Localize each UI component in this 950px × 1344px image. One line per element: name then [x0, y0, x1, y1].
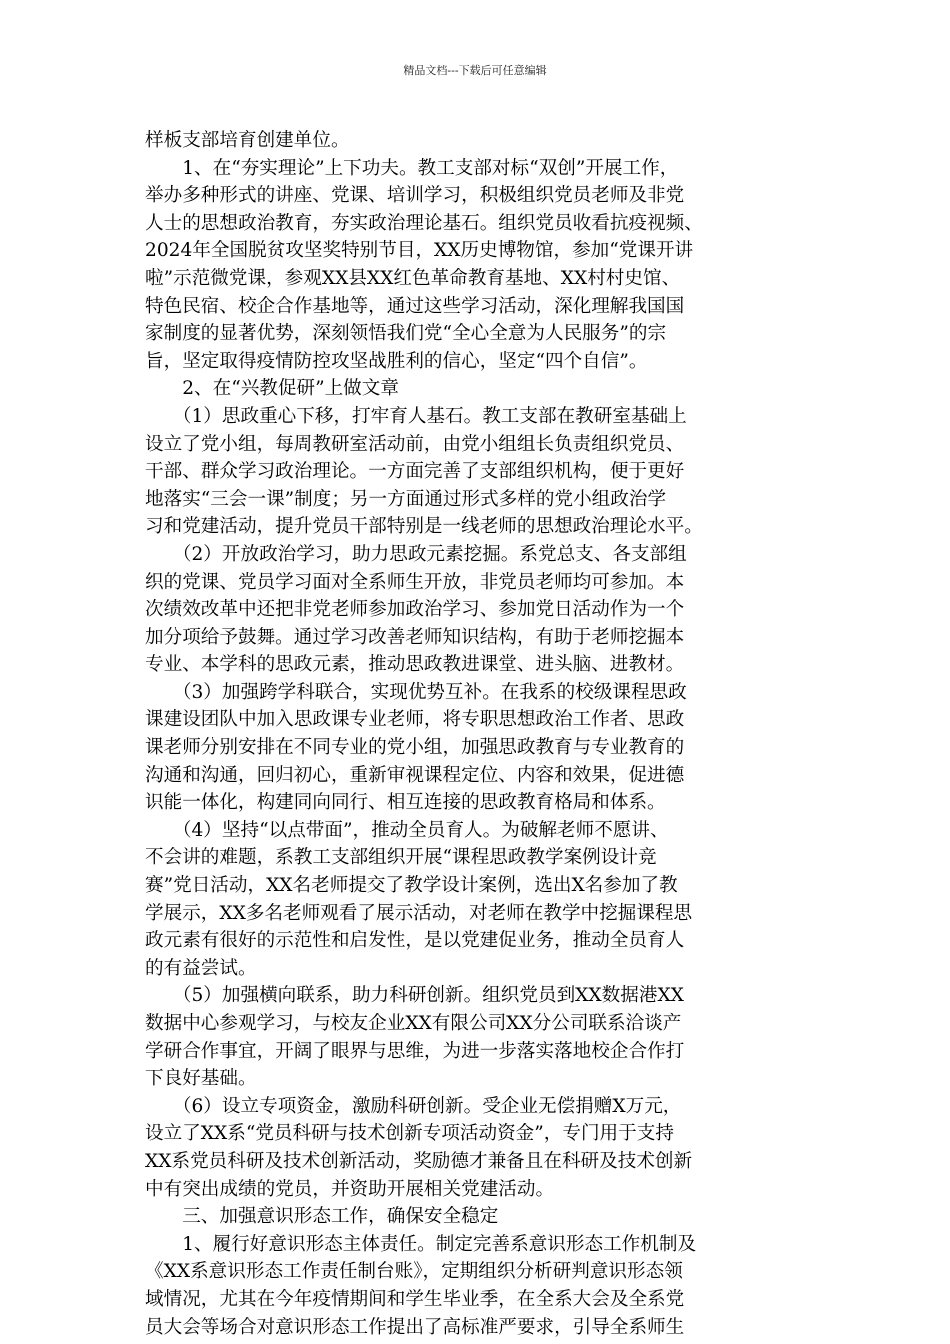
text-line: （5）加强横向联系，助力科研创新。组织党员到XX数据港XX: [145, 985, 684, 1007]
text-line: （6）设立专项资金，激励科研创新。受企业无偿捐赠X万元，: [145, 1095, 682, 1117]
text-line: 地落实“三会一课”制度；另一方面通过形式多样的党小组政治学: [145, 488, 667, 510]
text-line: 数据中心参观学习，与校友企业XX有限公司XX分公司联系洽谈产: [145, 1013, 682, 1034]
text-line: 课建设团队中加入思政课专业老师，将专职思想政治工作者、思政: [145, 709, 685, 731]
text-line: 样板支部培育创建单位。: [145, 130, 350, 151]
text-line: （2）开放政治学习，助力思政元素挖掘。系党总支、各支部组: [145, 543, 687, 565]
text-line: 员大会等场合对意识形态工作提出了高标准严要求，引导全系师生: [145, 1316, 685, 1338]
text-line: 2024年全国脱贫攻坚奖特别节目，XX历史博物馆，参加“党课开讲: [145, 240, 694, 262]
section-heading: 三、加强意识形态工作，确保安全稳定: [145, 1206, 499, 1228]
text-line: 学研合作事宜，开阔了眼界与思维，为进一步落实落地校企合作打: [145, 1040, 685, 1062]
text-line: 设立了党小组，每周教研室活动前，由党小组组长负责组织党员、: [145, 433, 685, 455]
section-heading: 2、在“兴教促研”上做文章: [145, 378, 399, 400]
text-line: 专业、本学科的思政元素，推动思政教进课堂、进头脑、进教材。: [145, 654, 685, 676]
text-line: 特色民宿、校企合作基地等，通过这些学习活动，深化理解我国国: [145, 295, 685, 317]
text-line: （3）加强跨学科联合，实现优势互补。在我系的校级课程思政: [145, 681, 687, 703]
text-line: 政元素有很好的示范性和启发性，是以党建促业务，推动全员育人: [145, 930, 685, 952]
text-line: 1、在“夯实理论”上下功夫。教工支部对标“双创”开展工作，: [145, 157, 679, 179]
text-line: 1、履行好意识形态主体责任。制定完善系意识形态工作机制及: [145, 1233, 697, 1255]
text-line: 旨，坚定取得疫情防控攻坚战胜利的信心，坚定“四个自信”。: [145, 350, 648, 372]
text-line: 赛”党日活动，XX名老师提交了教学设计案例，选出X名参加了教: [145, 875, 678, 897]
document-body: [145, 127, 805, 1341]
text-line: 织的党课、党员学习面对全系师生开放，非党员老师均可参加。本: [145, 571, 685, 593]
text-line: 家制度的显著优势，深刻领悟我们党“全心全意为人民服务”的宗: [145, 323, 667, 345]
text-line: 啦”示范微党课，参观XX县XX红色革命教育基地、XX村村史馆、: [145, 267, 681, 289]
text-line: 习和党建活动，提升党员干部特别是一线老师的思想政治理论水平。: [145, 516, 703, 538]
text-line: （1）思政重心下移，打牢育人基石。教工支部在教研室基础上: [145, 405, 687, 427]
text-line: 次绩效改革中还把非党老师参加政治学习、参加党日活动作为一个: [145, 599, 685, 621]
text-line: 沟通和沟通，回归初心，重新审视课程定位、内容和效果，促进德: [145, 764, 685, 786]
text-line: 课老师分别安排在不同专业的党小组，加强思政教育与专业教育的: [145, 737, 685, 759]
text-line: 设立了XX系“党员科研与技术创新专项活动资金”，专门用于支持: [145, 1123, 674, 1145]
text-line: 中有突出成绩的党员，并资助开展相关党建活动。: [145, 1178, 555, 1200]
page-header: 精品文档---下载后可任意编辑: [403, 64, 547, 77]
text-line: 举办多种形式的讲座、党课、培训学习，积极组织党员老师及非党: [145, 185, 685, 207]
text-line: 加分项给予鼓舞。通过学习改善老师知识结构，有助于老师挖掘本: [145, 626, 685, 648]
text-line: 干部、群众学习政治理论。一方面完善了支部组织机构，便于更好: [145, 461, 685, 483]
text-line: 下良好基础。: [145, 1068, 257, 1090]
text-line: 不会讲的难题，系教工支部组织开展“课程思政教学案例设计竞: [145, 847, 657, 869]
text-line: 《XX系意识形态工作责任制台账》，定期组织分析研判意识形态领: [145, 1261, 683, 1283]
text-line: XX系党员科研及技术创新活动，奖励德才兼备且在科研及技术创新: [145, 1150, 693, 1172]
text-line: 人士的思想政治教育，夯实政治理论基石。组织党员收看抗疫视频、: [145, 212, 703, 234]
text-line: 域情况，尤其在今年疫情期间和学生毕业季，在全系大会及全系党: [145, 1288, 685, 1310]
text-line: 识能一体化，构建同向同行、相互连接的思政教育格局和体系。: [145, 792, 666, 814]
text-line: （4）坚持“以点带面”，推动全员育人。为破解老师不愿讲、: [145, 819, 669, 841]
text-line: 学展示，XX多名老师观看了展示活动，对老师在教学中挖掘课程思: [145, 902, 693, 924]
text-line: 的有益尝试。: [145, 957, 257, 979]
